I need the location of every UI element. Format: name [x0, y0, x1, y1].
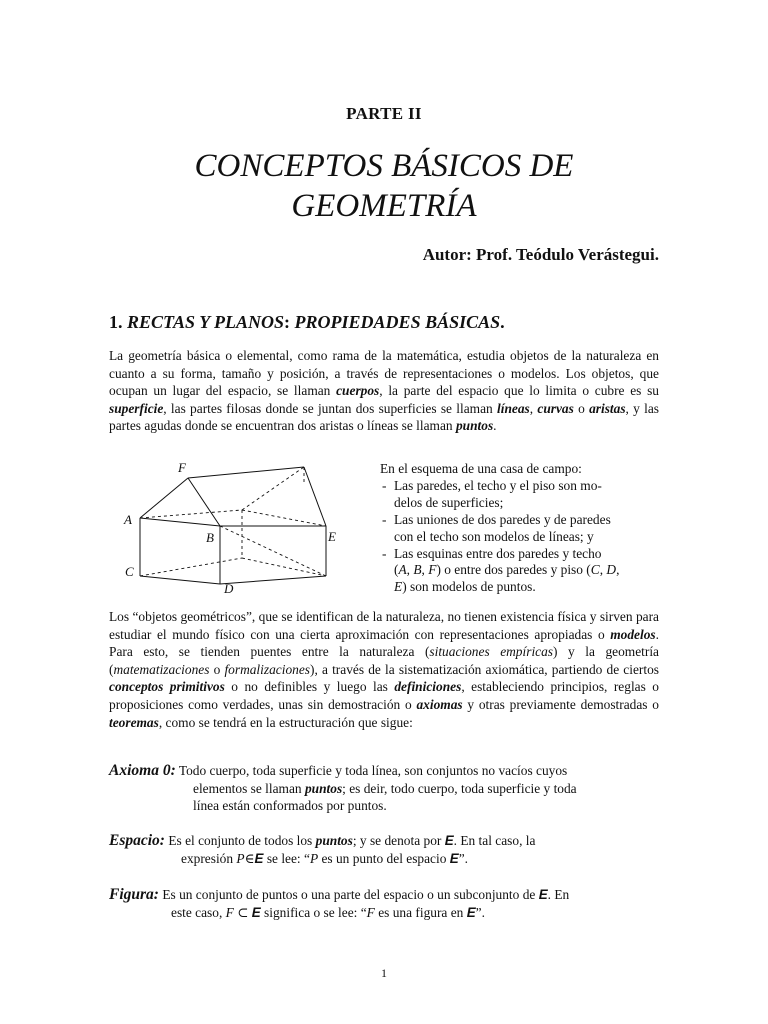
italic-formalizaciones: formalizaciones — [224, 661, 310, 677]
text-run: ), a través de la sistematización axiomática, partiendo de ciertos — [310, 661, 659, 677]
label-D: D — [224, 581, 234, 596]
text-run: significa o se lee: “ — [260, 904, 367, 920]
edge-A-B — [140, 518, 220, 526]
text-run: ( — [394, 562, 399, 578]
text-run: Los “objetos geométricos”, que se identifican de la naturaleza, no tienen existencia física y sirven para estudiar el mundo físico con una cierta aproximación con representaciones apropiadas o — [109, 609, 659, 642]
text-run: , — [599, 562, 607, 578]
symbol-E: E — [449, 850, 459, 866]
scheme-description — [380, 461, 660, 596]
hidden-edge-5 — [242, 558, 326, 576]
edge-D-bottom — [220, 576, 326, 584]
label-A: A — [124, 512, 132, 527]
axioma-definition — [109, 762, 659, 815]
symbol-E: E — [538, 887, 548, 902]
keyword-puntos: puntos — [304, 780, 343, 796]
symbol-P: P — [309, 850, 319, 866]
text-run: delos de superficies; — [394, 494, 504, 510]
text-run: ; es deir, todo cuerpo, toda superficie y toda — [342, 780, 577, 796]
part-heading: PARTE II — [346, 104, 422, 123]
text-run: Las uniones de dos paredes y de paredes — [394, 511, 611, 527]
text-run: y otras previamente demostradas o — [462, 696, 659, 712]
text-run: . En — [547, 887, 570, 902]
point-A: A — [398, 562, 407, 578]
hidden-edge-4 — [140, 558, 242, 576]
intro-paragraph — [109, 347, 659, 435]
list-item — [380, 512, 660, 546]
text-run: La geometría básica o elemental, como rama de la matemática, estudia objetos de la naturaleza en cuanto a su forma, tamaño y posición, a través de representaciones o modelos. Los objetos, que ocupan un lugar del espacio, se llaman — [109, 348, 659, 399]
symbol-subset: ⊂ — [233, 904, 252, 920]
text-run: ) o entre dos paredes y piso ( — [436, 562, 591, 578]
keyword-teoremas: teoremas — [109, 714, 159, 730]
keyword-conceptos-primitivos: conceptos primitivos — [109, 679, 225, 695]
page-title — [0, 146, 768, 226]
italic-matematizaciones: matematizaciones — [113, 661, 210, 677]
text-run: . — [493, 418, 497, 434]
point-C: C — [590, 562, 600, 578]
keyword-curvas: curvas — [537, 400, 574, 416]
hidden-edge-6 — [242, 467, 304, 510]
edge-A-F — [140, 478, 188, 518]
text-run: Las esquinas entre dos paredes y techo — [394, 545, 602, 561]
text-run: Es un conjunto de puntos o una parte del espacio o un subconjunto de — [162, 887, 539, 902]
figura-definition — [109, 886, 659, 921]
symbol-E: E — [444, 833, 454, 848]
keyword-modelos: modelos — [610, 626, 656, 642]
symbol-F: F — [225, 904, 234, 920]
label-F: F — [178, 460, 186, 475]
text-run: , — [616, 562, 620, 578]
keyword-definiciones: definiciones — [394, 679, 462, 695]
figura-line-2 — [109, 904, 659, 922]
keyword-axiomas: axiomas — [416, 696, 463, 712]
text-run: ; y se denota por — [352, 833, 445, 848]
page-number: 1 — [381, 966, 387, 980]
symbol-P: P — [236, 850, 245, 866]
list-item — [380, 478, 660, 512]
section-dot: . — [500, 312, 505, 332]
text-run: o — [209, 661, 225, 677]
italic-situaciones: situaciones empíricas — [429, 644, 554, 660]
label-B: B — [206, 530, 214, 545]
symbol-E: E — [254, 850, 264, 866]
espacio-definition — [109, 832, 659, 867]
text-run: elementos se llaman — [193, 780, 305, 796]
text-run: es una figura en — [374, 904, 467, 920]
text-run: o no definibles y luego las — [224, 679, 395, 695]
text-run: , la parte del espacio que lo limita o cubre es su — [379, 383, 660, 399]
espacio-line-2 — [109, 850, 659, 868]
symbol-F: F — [366, 904, 375, 920]
scheme-intro: En el esquema de una casa de campo: — [380, 461, 582, 476]
hidden-edge-7 — [220, 526, 326, 576]
text-run: expresión — [181, 850, 237, 866]
text-run: o — [573, 400, 590, 416]
list-item — [380, 546, 660, 597]
text-run: con el techo son modelos de líneas; y — [394, 528, 594, 544]
scheme-list — [380, 478, 660, 596]
title-line-1: CONCEPTOS BÁSICOS DE — [194, 148, 574, 184]
text-run: , — [421, 562, 429, 578]
section-number: 1. — [109, 312, 123, 332]
point-E: E — [394, 579, 403, 595]
hidden-edge-2 — [242, 510, 326, 526]
edge-F-B — [188, 478, 220, 526]
author-line: Autor: Prof. Teódulo Verástegui. — [422, 245, 659, 264]
text-run: ”. — [475, 904, 485, 920]
text-run: Es el conjunto de todos los — [168, 833, 316, 848]
text-run: , y las partes agudas donde se encuentran dos aristas o líneas se llaman — [109, 400, 660, 434]
text-run: ) son modelos de puntos. — [402, 579, 536, 595]
text-run: ”. — [458, 850, 469, 866]
edge-C-D — [140, 576, 220, 584]
text-run: . En tal caso, la — [453, 833, 536, 848]
title-line-2: GEOMETRÍA — [291, 188, 477, 224]
section-title-b: PROPIEDADES BÁSICAS — [294, 312, 501, 332]
text-run: , — [529, 400, 538, 416]
axioma-term: Axioma 0: — [109, 762, 176, 779]
edge-F-roof — [188, 467, 304, 478]
objects-paragraph — [109, 608, 659, 731]
text-run: ) y la geometría ( — [109, 644, 659, 677]
espacio-term: Espacio: — [109, 832, 165, 849]
text-run: se lee: “ — [263, 850, 310, 866]
label-C: C — [125, 564, 134, 579]
text-run: es un punto del espacio — [318, 850, 450, 866]
house-diagram — [114, 458, 354, 598]
keyword-superficie: superficie — [109, 400, 164, 416]
section-colon: : — [284, 312, 291, 332]
keyword-lineas: líneas — [497, 400, 530, 416]
figura-term: Figura: — [109, 886, 159, 903]
axioma-line-2 — [109, 780, 659, 798]
point-B: B — [413, 562, 422, 578]
section-heading — [109, 312, 505, 333]
text-run: , — [406, 562, 414, 578]
symbol-E: E — [466, 904, 476, 920]
axioma-line-3: línea están conformados por puntos. — [193, 798, 387, 814]
keyword-aristas: aristas — [589, 400, 626, 416]
text-run: este caso, — [171, 904, 226, 920]
text-run: , las partes filosas donde se juntan dos superficies se llaman — [163, 400, 497, 416]
label-E: E — [328, 529, 336, 544]
text-run: Todo cuerpo, toda superficie y toda línea, son conjuntos no vacíos cuyos — [178, 763, 568, 778]
point-F: F — [428, 562, 437, 578]
text-run: , como se tendrá en la estructuración que sigue: — [158, 714, 413, 730]
symbol-E: E — [251, 904, 261, 920]
text-run: . Para esto, se tienden puentes entre la naturaleza ( — [109, 626, 659, 660]
point-D: D — [606, 562, 617, 578]
text-run: , estableciendo principios, reglas o proposiciones como verdades, unas sin demostración o — [109, 679, 659, 712]
keyword-puntos: puntos — [315, 833, 353, 848]
section-title-a: RECTAS Y PLANOS — [127, 312, 285, 332]
symbol-element-of: ∈ — [244, 850, 255, 866]
keyword-puntos: puntos — [455, 418, 494, 434]
edge-roof-E — [304, 467, 326, 526]
text-run: Las paredes, el techo y el piso son mo- — [394, 477, 602, 493]
keyword-cuerpos: cuerpos — [336, 383, 380, 399]
hidden-edge-1 — [140, 510, 242, 518]
